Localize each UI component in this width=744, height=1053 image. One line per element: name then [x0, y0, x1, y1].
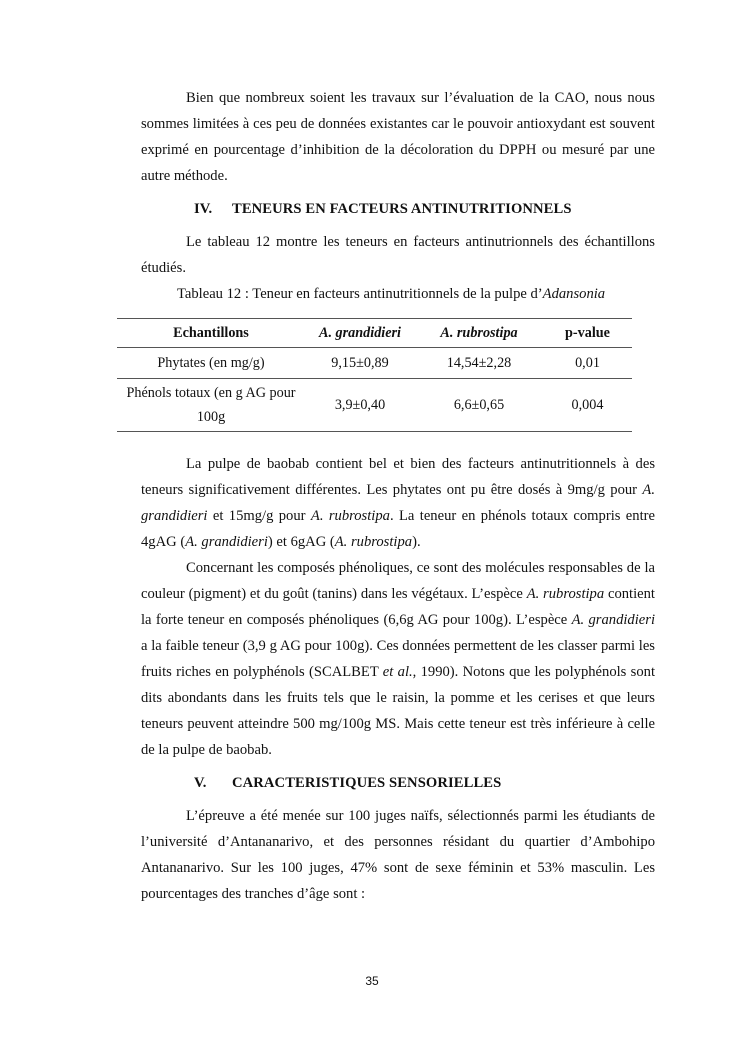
species-name: A. rubrostipa: [310, 508, 390, 524]
species-name: A. grandidieri: [141, 482, 655, 524]
header-samples: Echantillons: [117, 319, 305, 348]
species-name: A. rubrostipa: [334, 534, 413, 550]
cell-phenols-pvalue: 0,004: [543, 379, 632, 432]
species-name: A. grandidieri: [185, 534, 268, 550]
header-p-value: p-value: [543, 319, 632, 348]
section-title: TENEURS EN FACTEURS ANTINUTRITIONNELS: [232, 201, 572, 217]
caption-genus: Adansonia: [542, 286, 606, 302]
paragraph-phenolic-compounds: [141, 555, 655, 763]
header-a-grandidieri: [305, 319, 415, 348]
text-run: . La teneur en phénols totaux compris entre 4gAG (: [141, 508, 655, 550]
header-a-grandidieri-text: A. grandidieri: [319, 324, 401, 341]
cell-phytates-grandidieri: 9,15±0,89: [305, 348, 415, 379]
table-header-row: [117, 319, 632, 348]
page-number: 35: [365, 974, 379, 988]
text-run: et 15mg/g pour: [207, 508, 311, 524]
text-run: ).: [412, 534, 421, 550]
caption-text: Tableau 12 : Teneur en facteurs antinutritionnels de la pulpe d’: [177, 286, 543, 302]
cell-phytates-label: Phytates (en mg/g): [117, 348, 305, 379]
paragraph-cao: Bien que nombreux soient les travaux sur l’évaluation de la CAO, nous nous sommes limitées à ces peu de données existantes car le pouvoir antioxydant est souvent exprimé en pourcentage d’inhibition de la décoloration du DPPH ou mesuré par une autre méthode.: [141, 90, 655, 184]
citation-et-al: et al.: [382, 664, 413, 680]
text-run: Concernant les composés phénoliques, ce sont des molécules responsables de la couleur (pigment) et du goût (tanins) dans les végétaux. L’espèce: [141, 560, 655, 602]
section-number: IV.: [194, 201, 213, 217]
header-a-rubrostipa-text: A. rubrostipa: [440, 324, 518, 341]
section-heading-antinutritional: [194, 196, 572, 222]
cell-phytates-rubrostipa: 14,54±2,28: [415, 348, 543, 379]
header-a-rubrostipa: [415, 319, 543, 348]
species-name: A. rubrostipa: [526, 586, 605, 602]
text-run: contient la forte teneur en composés phénoliques (6,6g AG pour 100g). L’espèce: [141, 586, 655, 628]
text-run: La pulpe de baobab contient bel et bien des facteurs antinutritionnels à des teneurs significativement différentes. Les phytates ont pu être dosés à 9mg/g pour: [141, 456, 655, 498]
section-number: V.: [194, 775, 207, 791]
cell-phenols-label: Phénols totaux (en g AG pour 100g: [117, 379, 305, 432]
text-run: a la faible teneur (3,9 g AG pour 100g). Ces données permettent de les classer parmi les fruits riches en polyphénols (SCALBET: [141, 638, 655, 680]
cell-phenols-grandidieri: 3,9±0,40: [305, 379, 415, 432]
antinutrient-table: [117, 318, 632, 432]
table-caption: [177, 283, 605, 305]
table-row: [117, 379, 632, 432]
table-row: [117, 348, 632, 379]
text-run: ) et 6gAG (: [267, 534, 335, 550]
paragraph-table-intro: Le tableau 12 montre les teneurs en facteurs antinutrionnels des échantillons étudiés.: [141, 234, 655, 276]
cell-phytates-pvalue: 0,01: [543, 348, 632, 379]
paragraph-baobab-pulp: [141, 451, 655, 555]
section-title: CARACTERISTIQUES SENSORIELLES: [232, 775, 502, 791]
section-heading-sensory: [194, 770, 501, 796]
species-name: A. grandidieri: [571, 612, 655, 628]
cell-phenols-rubrostipa: 6,6±0,65: [415, 379, 543, 432]
text-run: , 1990). Notons que les polyphénols sont dits abondants dans les fruits tels que le raisin, la pomme et les cerises et que leurs teneurs peuvent atteindre 500 mg/100g MS. Mais cette teneur est très inférieure à celle de la pulpe de baobab.: [141, 664, 655, 758]
paragraph-judges: L’épreuve a été menée sur 100 juges naïfs, sélectionnés parmi les étudiants de l’université d’Antananarivo, et des personnes résidant du quartier d’Ambohipo Antananarivo. Sur les 100 juges, 47% sont de sexe féminin et 53% masculin. Les pourcentages des tranches d’âge sont :: [141, 808, 655, 902]
